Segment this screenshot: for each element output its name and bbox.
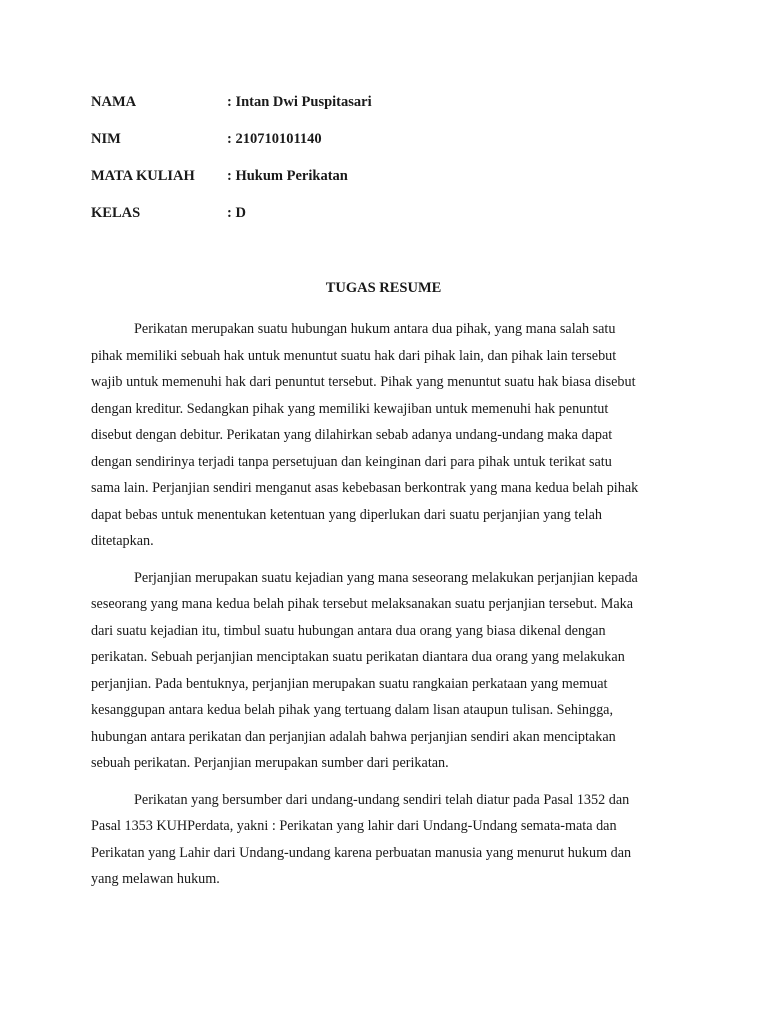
paragraph bbox=[91, 316, 676, 555]
text-line: dari suatu kejadian itu, timbul suatu hubungan antara dua orang yang biasa dikenal dengan bbox=[91, 622, 606, 639]
text-line: sama lain. Perjanjian sendiri menganut asas kebebasan berkontrak yang mana kedua belah pihak bbox=[91, 480, 639, 496]
text-line: perikatan. Sebuah perjanjian menciptakan suatu perikatan diantara dua orang yang melakukan bbox=[91, 649, 625, 665]
info-value: : Intan Dwi Puspitasari bbox=[227, 94, 372, 110]
text-line: wajib untuk memenuhi hak dari penuntut tersebut. Pihak yang menuntut suatu hak biasa disebut bbox=[91, 374, 636, 390]
info-label: NAMA bbox=[91, 94, 137, 110]
info-value: : D bbox=[227, 205, 246, 221]
text-line: hubungan antara perikatan dan perjanjian adalah bahwa perjanjian sendiri akan menciptakan bbox=[91, 728, 616, 745]
info-label: NIM bbox=[91, 131, 121, 147]
info-row-nama bbox=[91, 92, 591, 129]
info-label: MATA KULIAH bbox=[91, 168, 195, 184]
text-line: seseorang yang mana kedua belah pihak tersebut melaksanakan suatu perjanjian tersebut. Maka bbox=[91, 596, 634, 612]
info-value: : Hukum Perikatan bbox=[227, 168, 348, 184]
text-line: disebut dengan debitur. Perikatan yang dilahirkan sebab adanya undang-undang maka dapat bbox=[91, 427, 613, 443]
text-line: kesanggupan antara kedua belah pihak yang tertuang dalam lisan ataupun tulisan. Sehingga, bbox=[91, 702, 614, 718]
document-body bbox=[91, 316, 676, 903]
text-line: dapat bebas untuk menentukan ketentuan yang diperlukan dari suatu perjanjian yang telah bbox=[91, 506, 602, 523]
text-line: perjanjian. Pada bentuknya, perjanjian merupakan suatu rangkaian perkataan yang memuat bbox=[91, 675, 608, 692]
text-line: sebuah perikatan. Perjanjian merupakan sumber dari perikatan. bbox=[91, 755, 449, 771]
text-line: ditetapkan. bbox=[91, 533, 154, 549]
text-line: Pasal 1353 KUHPerdata, yakni : Perikatan yang lahir dari Undang-Undang semata-mata dan bbox=[91, 818, 617, 834]
student-info bbox=[91, 92, 591, 240]
document-title: TUGAS RESUME bbox=[325, 280, 442, 296]
info-row-kelas bbox=[91, 203, 591, 240]
text-line: Perikatan yang bersumber dari undang-undang sendiri telah diatur pada Pasal 1352 dan bbox=[134, 791, 630, 808]
text-line: dengan kreditur. Sedangkan pihak yang memiliki kewajiban untuk memenuhi hak penuntut bbox=[91, 400, 609, 417]
paragraph bbox=[91, 787, 676, 893]
text-line: Perikatan yang Lahir dari Undang-undang karena perbuatan manusia yang menurut hukum dan bbox=[91, 844, 632, 861]
paragraph bbox=[91, 565, 676, 777]
info-row-nim bbox=[91, 129, 591, 166]
text-line: Perjanjian merupakan suatu kejadian yang mana seseorang melakukan perjanjian kepada bbox=[134, 569, 638, 586]
text-line: dengan sendirinya terjadi tanpa persetujuan dan keinginan dari para pihak untuk terikat satu bbox=[91, 453, 612, 470]
text-line: Perikatan merupakan suatu hubungan hukum antara dua pihak, yang mana salah satu bbox=[134, 321, 616, 337]
text-line: yang melawan hukum. bbox=[91, 871, 220, 887]
text-line: pihak memiliki sebuah hak untuk menuntut suatu hak dari pihak lain, dan pihak lain tersebut bbox=[91, 347, 617, 364]
info-row-mata-kuliah bbox=[91, 166, 591, 203]
info-label: KELAS bbox=[91, 205, 141, 221]
info-value: : 210710101140 bbox=[227, 131, 322, 147]
